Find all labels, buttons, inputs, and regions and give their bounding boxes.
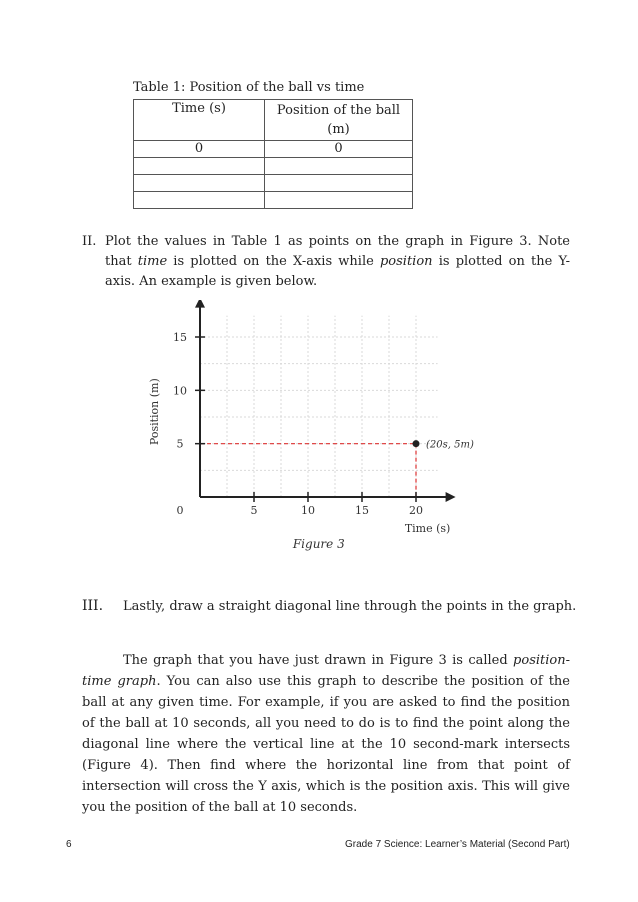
figure-caption: Figure 3 — [292, 537, 345, 551]
position-time-graph — [140, 300, 480, 560]
step-2-text-b: is plotted on the X-axis while — [167, 254, 380, 269]
header-position — [265, 100, 413, 141]
data-points — [413, 440, 474, 451]
table-row — [134, 175, 413, 192]
step-3-number: III. — [82, 598, 104, 614]
table-cell: 0 — [134, 141, 265, 158]
body-text-b: . You can also use this graph to describe the position of the ball at any given time. For example, if you are asked to find the position of the ball at 10 seconds, all you need to do is to find the point along the diagonal line where the vertical line at the 10 second-mark intersects (Figure 4). Then find where the horizontal line from that point of intersection will cross the Y axis, which is the position axis. This will give you the position of the ball at 10 seconds. — [82, 674, 570, 815]
header-time: Time (s) — [134, 100, 265, 141]
table-cell: 0 — [265, 141, 413, 158]
table-cell — [134, 158, 265, 175]
y-tick-label: 5 — [176, 437, 184, 451]
body-em-position-time-graph: position-time graph — [82, 653, 570, 689]
table-cell — [265, 158, 413, 175]
step-2-text — [105, 232, 570, 292]
table-cell — [134, 175, 265, 192]
table-cell — [134, 192, 265, 209]
x-tick-label: 20 — [409, 504, 423, 517]
data-point-label: (20s, 5m) — [426, 439, 474, 451]
x-axis-arrow-icon — [446, 492, 456, 502]
graph-grid — [200, 316, 438, 497]
table-header-row — [134, 100, 413, 141]
step-2-instruction — [82, 232, 570, 292]
x-tick-label: 10 — [301, 504, 315, 517]
body-text-a: The graph that you have just drawn in Figure 3 is called — [123, 653, 514, 668]
table-row — [134, 158, 413, 175]
table-row — [134, 192, 413, 209]
data-point — [413, 440, 420, 447]
axis-ticks — [173, 331, 423, 517]
step-2-text-c: is plotted on the Y-axis. An example is given below. — [105, 254, 570, 289]
y-axis-label: Position (m) — [148, 378, 161, 446]
body-paragraph — [82, 650, 570, 818]
table-caption: Table 1: Position of the ball vs time — [133, 80, 365, 95]
step-3-text: Lastly, draw a straight diagonal line through the points in the graph. — [123, 599, 577, 614]
y-axis-arrow-icon — [195, 300, 205, 308]
y-tick-label: 10 — [173, 384, 187, 398]
header-position-line2: (m) — [327, 122, 350, 137]
table-cell — [265, 192, 413, 209]
y-tick-label: 15 — [173, 331, 187, 344]
step-2-text-a: Plot the values in Table 1 as points on the graph in Figure 3. Note that — [105, 234, 570, 269]
table-cell — [265, 175, 413, 192]
header-position-line1: Position of the ball — [276, 103, 401, 118]
x-tick-label: 0 — [176, 504, 184, 517]
table-row — [134, 141, 413, 158]
step-2-number: II. — [82, 234, 97, 249]
footer-title: Grade 7 Science: Learner’s Material (Second Part) — [345, 839, 570, 850]
footer-page-number: 6 — [66, 839, 72, 850]
step-2-em-time: time — [137, 254, 168, 269]
position-time-table — [133, 99, 413, 209]
x-tick-label: 15 — [355, 504, 369, 517]
x-axis-label: Time (s) — [404, 522, 451, 535]
x-tick-label: 5 — [250, 504, 258, 517]
step-2-em-position: position — [379, 254, 433, 269]
